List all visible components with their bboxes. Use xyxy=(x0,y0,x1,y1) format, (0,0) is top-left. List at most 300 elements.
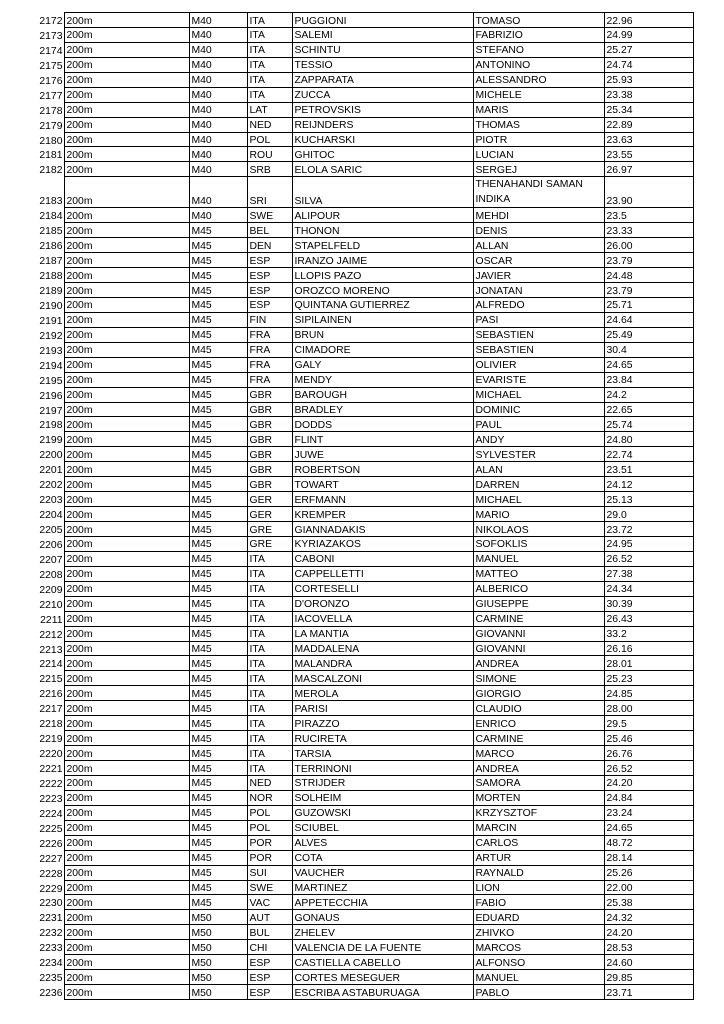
firstname-cell: ARTUR xyxy=(473,850,604,865)
row-number: 2205 xyxy=(33,522,64,537)
table-row xyxy=(33,940,693,955)
nation-cell: ITA xyxy=(247,611,292,626)
nation-cell: POL xyxy=(247,820,292,835)
nation-cell: NOR xyxy=(247,790,292,805)
event-cell: 200m xyxy=(64,312,189,327)
category-cell: M45 xyxy=(189,223,247,238)
category-cell: M45 xyxy=(189,507,247,522)
category-cell: M45 xyxy=(189,865,247,880)
row-number: 2226 xyxy=(33,835,64,850)
table-row xyxy=(33,432,693,447)
row-number: 2218 xyxy=(33,716,64,731)
time-cell: 30.4 xyxy=(604,342,693,357)
firstname-cell: SEBASTIEN xyxy=(473,327,604,342)
time-cell: 24.95 xyxy=(604,536,693,551)
row-number: 2191 xyxy=(33,312,64,327)
event-cell: 200m xyxy=(64,865,189,880)
firstname-cell: ALESSANDRO xyxy=(473,72,604,87)
row-number: 2234 xyxy=(33,955,64,970)
nation-cell: ESP xyxy=(247,970,292,985)
nation-cell: GER xyxy=(247,492,292,507)
surname-cell: IACOVELLA xyxy=(292,611,473,626)
table-row xyxy=(33,970,693,985)
firstname-cell: ALAN xyxy=(473,462,604,477)
table-row xyxy=(33,626,693,641)
nation-cell: NED xyxy=(247,117,292,132)
surname-cell: SCIUBEL xyxy=(292,820,473,835)
time-cell: 23.33 xyxy=(604,223,693,238)
firstname-cell: MICHELE xyxy=(473,87,604,102)
nation-cell: ESP xyxy=(247,985,292,1000)
table-row xyxy=(33,132,693,147)
row-number: 2181 xyxy=(33,147,64,162)
event-cell: 200m xyxy=(64,985,189,1000)
event-cell: 200m xyxy=(64,641,189,656)
category-cell: M45 xyxy=(189,566,247,581)
surname-cell: ESCRIBA ASTABURUAGA xyxy=(292,985,473,1000)
surname-cell: OROZCO MORENO xyxy=(292,283,473,298)
table-row xyxy=(33,835,693,850)
time-cell: 22.00 xyxy=(604,880,693,895)
time-cell: 23.79 xyxy=(604,253,693,268)
row-number: 2196 xyxy=(33,387,64,402)
category-cell: M45 xyxy=(189,492,247,507)
firstname-cell: SERGEJ xyxy=(473,162,604,177)
row-number: 2175 xyxy=(33,57,64,72)
table-row xyxy=(33,42,693,57)
surname-cell: PIRAZZO xyxy=(292,716,473,731)
event-cell: 200m xyxy=(64,342,189,357)
event-cell: 200m xyxy=(64,880,189,895)
firstname-cell: GIUSEPPE xyxy=(473,596,604,611)
firstname-cell: SYLVESTER xyxy=(473,447,604,462)
time-cell: 24.74 xyxy=(604,57,693,72)
event-cell: 200m xyxy=(64,611,189,626)
table-row xyxy=(33,417,693,432)
table-row xyxy=(33,820,693,835)
table-row xyxy=(33,162,693,177)
nation-cell: SWE xyxy=(247,208,292,223)
table-row xyxy=(33,253,693,268)
nation-cell: DEN xyxy=(247,238,292,253)
table-row xyxy=(33,327,693,342)
event-cell: 200m xyxy=(64,72,189,87)
firstname-cell: OSCAR xyxy=(473,253,604,268)
event-cell: 200m xyxy=(64,731,189,746)
firstname-cell: GIORGIO xyxy=(473,686,604,701)
table-row xyxy=(33,312,693,327)
surname-cell: SIPILAINEN xyxy=(292,312,473,327)
surname-cell: DODDS xyxy=(292,417,473,432)
nation-cell: ROU xyxy=(247,147,292,162)
time-cell: 24.32 xyxy=(604,910,693,925)
time-cell: 24.99 xyxy=(604,27,693,42)
event-cell: 200m xyxy=(64,432,189,447)
time-cell: 25.26 xyxy=(604,865,693,880)
surname-cell: ALVES xyxy=(292,835,473,850)
firstname-cell: ANTONINO xyxy=(473,57,604,72)
time-cell: 24.65 xyxy=(604,357,693,372)
event-cell: 200m xyxy=(64,447,189,462)
nation-cell: GBR xyxy=(247,402,292,417)
time-cell: 27.38 xyxy=(604,566,693,581)
row-number: 2177 xyxy=(33,87,64,102)
time-cell: 22.74 xyxy=(604,447,693,462)
surname-cell: CIMADORE xyxy=(292,342,473,357)
nation-cell: SWE xyxy=(247,880,292,895)
nation-cell: ITA xyxy=(247,596,292,611)
category-cell: M40 xyxy=(189,42,247,57)
row-number: 2230 xyxy=(33,895,64,910)
row-number: 2197 xyxy=(33,402,64,417)
firstname-cell: GIOVANNI xyxy=(473,626,604,641)
category-cell: M45 xyxy=(189,477,247,492)
table-row xyxy=(33,268,693,283)
row-number: 2187 xyxy=(33,253,64,268)
time-cell: 24.60 xyxy=(604,955,693,970)
category-cell: M45 xyxy=(189,581,247,596)
nation-cell: ITA xyxy=(247,42,292,57)
category-cell: M40 xyxy=(189,208,247,223)
surname-cell: D'ORONZO xyxy=(292,596,473,611)
event-cell: 200m xyxy=(64,283,189,298)
firstname-cell: MANUEL xyxy=(473,970,604,985)
nation-cell: SUI xyxy=(247,865,292,880)
firstname-cell: RAYNALD xyxy=(473,865,604,880)
time-cell: 30.39 xyxy=(604,596,693,611)
event-cell: 200m xyxy=(64,42,189,57)
firstname-cell: ANDY xyxy=(473,432,604,447)
surname-cell: CAPPELLETTI xyxy=(292,566,473,581)
table-row xyxy=(33,641,693,656)
event-cell: 200m xyxy=(64,850,189,865)
event-cell: 200m xyxy=(64,746,189,761)
category-cell: M45 xyxy=(189,686,247,701)
surname-cell: TERRINONI xyxy=(292,761,473,776)
time-cell: 26.00 xyxy=(604,238,693,253)
event-cell: 200m xyxy=(64,910,189,925)
category-cell: M50 xyxy=(189,925,247,940)
event-cell: 200m xyxy=(64,147,189,162)
table-row xyxy=(33,507,693,522)
table-row xyxy=(33,147,693,162)
table-row xyxy=(33,387,693,402)
row-number: 2202 xyxy=(33,477,64,492)
surname-cell: FLINT xyxy=(292,432,473,447)
firstname-cell: CLAUDIO xyxy=(473,701,604,716)
table-row xyxy=(33,13,693,28)
firstname-cell: ZHIVKO xyxy=(473,925,604,940)
nation-cell: ITA xyxy=(247,87,292,102)
table-row xyxy=(33,985,693,1000)
time-cell: 22.65 xyxy=(604,402,693,417)
table-row xyxy=(33,297,693,312)
firstname-cell: NIKOLAOS xyxy=(473,522,604,537)
surname-cell: COTA xyxy=(292,850,473,865)
time-cell: 23.72 xyxy=(604,522,693,537)
event-cell: 200m xyxy=(64,477,189,492)
firstname-cell: ENRICO xyxy=(473,716,604,731)
surname-cell: VALENCIA DE LA FUENTE xyxy=(292,940,473,955)
category-cell: M40 xyxy=(189,147,247,162)
row-number: 2222 xyxy=(33,775,64,790)
row-number: 2217 xyxy=(33,701,64,716)
category-cell: M45 xyxy=(189,551,247,566)
category-cell: M40 xyxy=(189,72,247,87)
event-cell: 200m xyxy=(64,177,189,208)
time-cell: 25.49 xyxy=(604,327,693,342)
row-number: 2204 xyxy=(33,507,64,522)
table-row xyxy=(33,357,693,372)
nation-cell: POR xyxy=(247,835,292,850)
firstname-cell: MICHAEL xyxy=(473,387,604,402)
event-cell: 200m xyxy=(64,596,189,611)
table-row xyxy=(33,177,693,208)
row-number: 2213 xyxy=(33,641,64,656)
time-cell: 24.65 xyxy=(604,820,693,835)
category-cell: M45 xyxy=(189,342,247,357)
time-cell: 25.74 xyxy=(604,417,693,432)
firstname-cell: LUCIAN xyxy=(473,147,604,162)
time-cell: 25.71 xyxy=(604,297,693,312)
firstname-cell: OLIVIER xyxy=(473,357,604,372)
event-cell: 200m xyxy=(64,462,189,477)
category-cell: M40 xyxy=(189,162,247,177)
category-cell: M45 xyxy=(189,522,247,537)
nation-cell: GBR xyxy=(247,477,292,492)
nation-cell: FRA xyxy=(247,372,292,387)
firstname-cell: THOMAS xyxy=(473,117,604,132)
firstname-cell: JAVIER xyxy=(473,268,604,283)
table-row xyxy=(33,790,693,805)
time-cell: 28.53 xyxy=(604,940,693,955)
nation-cell: ITA xyxy=(247,671,292,686)
row-number: 2232 xyxy=(33,925,64,940)
event-cell: 200m xyxy=(64,327,189,342)
category-cell: M45 xyxy=(189,312,247,327)
table-row xyxy=(33,850,693,865)
category-cell: M45 xyxy=(189,283,247,298)
time-cell: 29.0 xyxy=(604,507,693,522)
table-row xyxy=(33,761,693,776)
row-number: 2194 xyxy=(33,357,64,372)
category-cell: M45 xyxy=(189,716,247,731)
time-cell: 22.89 xyxy=(604,117,693,132)
category-cell: M40 xyxy=(189,27,247,42)
time-cell: 23.55 xyxy=(604,147,693,162)
row-number: 2183 xyxy=(33,177,64,208)
firstname-cell: JONATAN xyxy=(473,283,604,298)
event-cell: 200m xyxy=(64,357,189,372)
category-cell: M45 xyxy=(189,297,247,312)
event-cell: 200m xyxy=(64,566,189,581)
firstname-cell: CARMINE xyxy=(473,731,604,746)
time-cell: 24.80 xyxy=(604,432,693,447)
category-cell: M50 xyxy=(189,910,247,925)
event-cell: 200m xyxy=(64,775,189,790)
row-number: 2228 xyxy=(33,865,64,880)
firstname-cell: THENAHANDI SAMAN INDIKA xyxy=(473,177,604,208)
firstname-cell: ANDREA xyxy=(473,656,604,671)
table-row xyxy=(33,955,693,970)
row-number: 2206 xyxy=(33,536,64,551)
time-cell: 28.01 xyxy=(604,656,693,671)
time-cell: 24.85 xyxy=(604,686,693,701)
row-number: 2182 xyxy=(33,162,64,177)
surname-cell: IRANZO JAIME xyxy=(292,253,473,268)
nation-cell: AUT xyxy=(247,910,292,925)
surname-cell: GONAUS xyxy=(292,910,473,925)
category-cell: M45 xyxy=(189,596,247,611)
event-cell: 200m xyxy=(64,701,189,716)
event-cell: 200m xyxy=(64,820,189,835)
category-cell: M45 xyxy=(189,835,247,850)
firstname-cell: DENIS xyxy=(473,223,604,238)
surname-cell: TOWART xyxy=(292,477,473,492)
firstname-cell: GIOVANNI xyxy=(473,641,604,656)
surname-cell: PUGGIONI xyxy=(292,13,473,28)
time-cell: 24.20 xyxy=(604,775,693,790)
row-number: 2224 xyxy=(33,805,64,820)
row-number: 2212 xyxy=(33,626,64,641)
row-number: 2231 xyxy=(33,910,64,925)
time-cell: 23.24 xyxy=(604,805,693,820)
firstname-cell: SIMONE xyxy=(473,671,604,686)
table-row xyxy=(33,462,693,477)
row-number: 2214 xyxy=(33,656,64,671)
firstname-cell: ALFREDO xyxy=(473,297,604,312)
category-cell: M40 xyxy=(189,177,247,208)
firstname-cell: LION xyxy=(473,880,604,895)
surname-cell: SALEMI xyxy=(292,27,473,42)
table-row xyxy=(33,57,693,72)
event-cell: 200m xyxy=(64,492,189,507)
surname-cell: GIANNADAKIS xyxy=(292,522,473,537)
table-row xyxy=(33,775,693,790)
nation-cell: GBR xyxy=(247,462,292,477)
time-cell: 24.64 xyxy=(604,312,693,327)
nation-cell: POL xyxy=(247,805,292,820)
table-row xyxy=(33,805,693,820)
surname-cell: LA MANTIA xyxy=(292,626,473,641)
category-cell: M45 xyxy=(189,790,247,805)
surname-cell: JUWE xyxy=(292,447,473,462)
surname-cell: SILVA xyxy=(292,177,473,208)
table-row xyxy=(33,536,693,551)
nation-cell: ITA xyxy=(247,13,292,28)
time-cell: 23.71 xyxy=(604,985,693,1000)
time-cell: 25.34 xyxy=(604,102,693,117)
nation-cell: GBR xyxy=(247,387,292,402)
event-cell: 200m xyxy=(64,27,189,42)
row-number: 2199 xyxy=(33,432,64,447)
surname-cell: ALIPOUR xyxy=(292,208,473,223)
nation-cell: FIN xyxy=(247,312,292,327)
time-cell: 22.96 xyxy=(604,13,693,28)
firstname-cell: FABIO xyxy=(473,895,604,910)
nation-cell: ESP xyxy=(247,253,292,268)
table-row xyxy=(33,686,693,701)
table-row xyxy=(33,925,693,940)
time-cell: 24.2 xyxy=(604,387,693,402)
category-cell: M45 xyxy=(189,671,247,686)
time-cell: 24.12 xyxy=(604,477,693,492)
firstname-cell: DOMINIC xyxy=(473,402,604,417)
row-number: 2219 xyxy=(33,731,64,746)
time-cell: 23.63 xyxy=(604,132,693,147)
row-number: 2210 xyxy=(33,596,64,611)
event-cell: 200m xyxy=(64,940,189,955)
nation-cell: ESP xyxy=(247,297,292,312)
surname-cell: ZHELEV xyxy=(292,925,473,940)
row-number: 2174 xyxy=(33,42,64,57)
row-number: 2192 xyxy=(33,327,64,342)
surname-cell: QUINTANA GUTIERREZ xyxy=(292,297,473,312)
row-number: 2188 xyxy=(33,268,64,283)
row-number: 2195 xyxy=(33,372,64,387)
row-number: 2208 xyxy=(33,566,64,581)
category-cell: M45 xyxy=(189,536,247,551)
firstname-cell: SEBASTIEN xyxy=(473,342,604,357)
nation-cell: ITA xyxy=(247,566,292,581)
nation-cell: SRB xyxy=(247,162,292,177)
firstname-cell: PASI xyxy=(473,312,604,327)
firstname-cell: MATTEO xyxy=(473,566,604,581)
table-row xyxy=(33,283,693,298)
nation-cell: ITA xyxy=(247,686,292,701)
event-cell: 200m xyxy=(64,761,189,776)
row-number: 2180 xyxy=(33,132,64,147)
surname-cell: RUCIRETA xyxy=(292,731,473,746)
event-cell: 200m xyxy=(64,253,189,268)
table-row xyxy=(33,223,693,238)
category-cell: M40 xyxy=(189,132,247,147)
row-number: 2200 xyxy=(33,447,64,462)
nation-cell: GER xyxy=(247,507,292,522)
surname-cell: MARTINEZ xyxy=(292,880,473,895)
firstname-cell: ALLAN xyxy=(473,238,604,253)
row-number: 2229 xyxy=(33,880,64,895)
nation-cell: CHI xyxy=(247,940,292,955)
row-number: 2173 xyxy=(33,27,64,42)
table-row xyxy=(33,102,693,117)
row-number: 2220 xyxy=(33,746,64,761)
nation-cell: ITA xyxy=(247,57,292,72)
category-cell: M45 xyxy=(189,701,247,716)
nation-cell: BUL xyxy=(247,925,292,940)
table-row xyxy=(33,865,693,880)
category-cell: M45 xyxy=(189,850,247,865)
firstname-cell: STEFANO xyxy=(473,42,604,57)
nation-cell: LAT xyxy=(247,102,292,117)
surname-cell: REIJNDERS xyxy=(292,117,473,132)
table-row xyxy=(33,551,693,566)
category-cell: M45 xyxy=(189,357,247,372)
time-cell: 23.38 xyxy=(604,87,693,102)
firstname-cell: MARIO xyxy=(473,507,604,522)
surname-cell: TARSIA xyxy=(292,746,473,761)
event-cell: 200m xyxy=(64,970,189,985)
time-cell: 26.97 xyxy=(604,162,693,177)
row-number: 2189 xyxy=(33,283,64,298)
event-cell: 200m xyxy=(64,581,189,596)
surname-cell: CORTESELLI xyxy=(292,581,473,596)
surname-cell: SOLHEIM xyxy=(292,790,473,805)
table-row xyxy=(33,701,693,716)
row-number: 2221 xyxy=(33,761,64,776)
surname-cell: ROBERTSON xyxy=(292,462,473,477)
time-cell: 25.46 xyxy=(604,731,693,746)
